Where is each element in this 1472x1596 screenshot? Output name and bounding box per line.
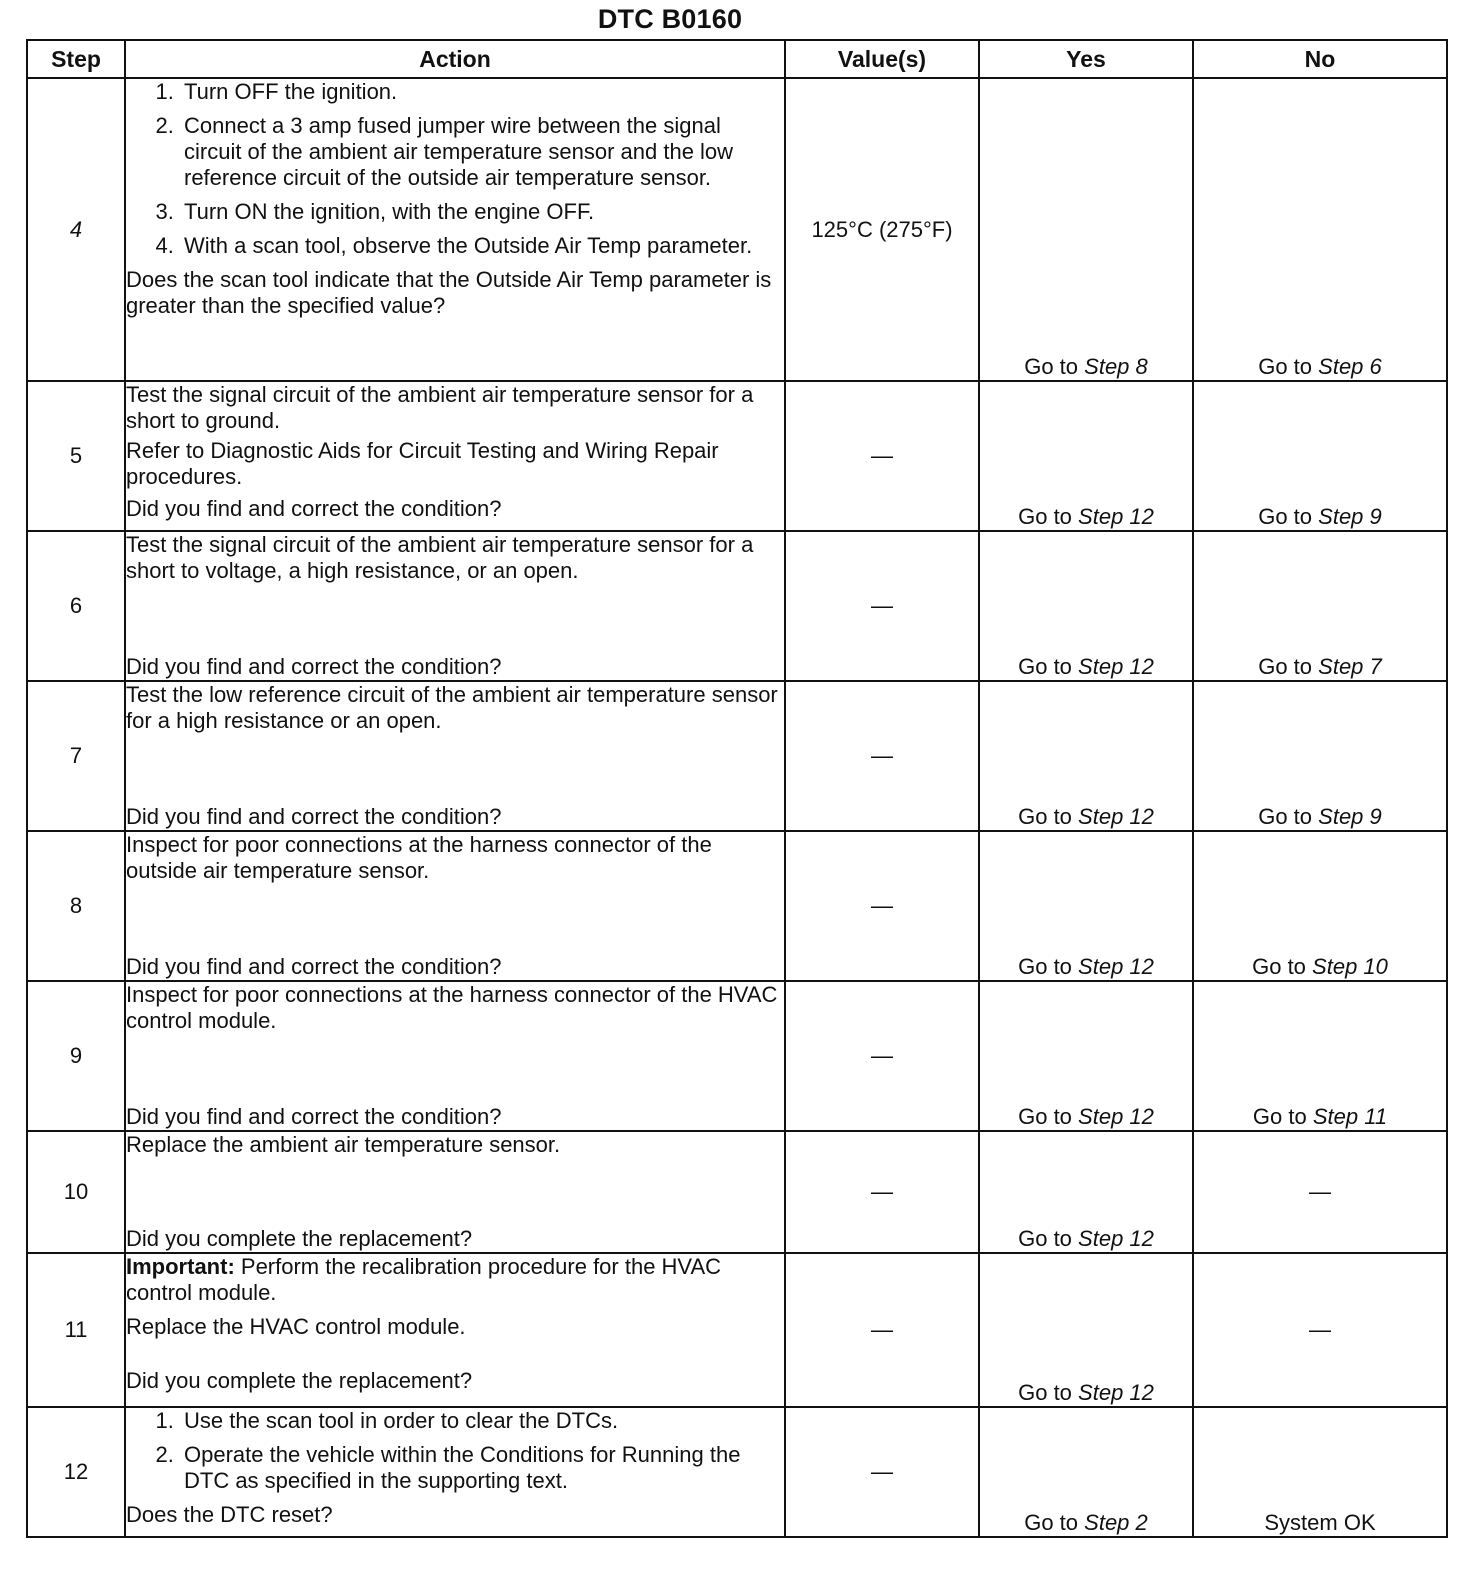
action-question: Did you find and correct the condition? (126, 496, 502, 521)
action-step: 1. Use the scan tool in order to clear the DTCs. (180, 1408, 784, 1434)
no-step-link[interactable]: Step 9 (1318, 804, 1382, 829)
value-cell: — (785, 531, 979, 681)
action-cell (125, 1253, 785, 1407)
yes-cell (979, 531, 1193, 681)
action-cell (125, 531, 785, 681)
table-row (27, 78, 1447, 381)
action-cell (125, 381, 785, 531)
action-question: Did you complete the replacement? (126, 1368, 473, 1393)
yes-step-link[interactable]: Step 12 (1078, 1104, 1154, 1129)
value-cell: — (785, 831, 979, 981)
action-text: Test the low reference circuit of the ambient air temperature sensor for a high resistance or an open. (126, 682, 778, 733)
go-to-text: Go to (1018, 954, 1072, 979)
step-number: 9 (27, 981, 125, 1131)
action-question: Did you find and correct the condition? (126, 1104, 502, 1129)
action-text: Inspect for poor connections at the harness connector of the outside air temperature sensor. (126, 832, 712, 883)
value-cell: 125°C (275°F) (785, 78, 979, 381)
go-to-text: Go to (1258, 504, 1313, 529)
table-row (27, 531, 1447, 681)
no-step-link[interactable]: Step 10 (1312, 954, 1388, 979)
go-to-text: Go to (1252, 1104, 1307, 1129)
no-cell (1193, 381, 1447, 531)
yes-cell (979, 681, 1193, 831)
page-title: DTC B0160 (597, 4, 743, 34)
yes-step-link[interactable]: Step 2 (1084, 1510, 1148, 1535)
header-yes: Yes (979, 40, 1193, 78)
go-to-text: Go to (1018, 504, 1072, 529)
action-step: 3. Turn ON the ignition, with the engine OFF. (180, 199, 784, 225)
no-cell: — (1193, 1131, 1447, 1253)
no-cell: — (1193, 1253, 1447, 1407)
action-text: Inspect for poor connections at the harness connector of the HVAC control module. (126, 982, 778, 1033)
no-step-link[interactable]: Step 6 (1318, 354, 1382, 379)
go-to-text: Go to (1018, 1226, 1072, 1251)
go-to-text: Go to (1258, 654, 1313, 679)
action-cell (125, 831, 785, 981)
go-to-text: Go to (1024, 1510, 1079, 1535)
action-steps-list (126, 1408, 784, 1494)
action-step: 1. Turn OFF the ignition. (180, 79, 784, 105)
action-text: Replace the ambient air temperature sensor. (126, 1132, 561, 1157)
table-row (27, 681, 1447, 831)
no-cell: System OK (1193, 1407, 1447, 1537)
go-to-text: Go to (1258, 804, 1313, 829)
diagnostic-table (26, 39, 1448, 1538)
go-to-text: Go to (1018, 654, 1072, 679)
go-to-text: Go to (1258, 354, 1313, 379)
go-to-text: Go to (1024, 354, 1079, 379)
action-step: 2. Connect a 3 amp fused jumper wire between the signal circuit of the ambient air temperature sensor and the low reference circuit of the outside air temperature sensor. (180, 113, 784, 191)
no-step-link[interactable]: Step 7 (1318, 654, 1382, 679)
yes-step-link[interactable]: Step 12 (1078, 654, 1154, 679)
no-step-link[interactable]: Step 9 (1318, 504, 1382, 529)
go-to-text: Go to (1018, 1380, 1072, 1405)
yes-cell (979, 1253, 1193, 1407)
value-cell: — (785, 681, 979, 831)
action-text: Test the signal circuit of the ambient air temperature sensor for a short to voltage, a high resistance, or an open. (126, 532, 754, 583)
action-question: Does the scan tool indicate that the Outside Air Temp parameter is greater than the specified value? (126, 267, 772, 318)
action-cell (125, 981, 785, 1131)
no-cell (1193, 78, 1447, 381)
yes-cell (979, 1407, 1193, 1537)
step-number: 11 (27, 1253, 125, 1407)
table-row (27, 381, 1447, 531)
yes-step-link[interactable]: Step 12 (1078, 954, 1154, 979)
no-cell (1193, 531, 1447, 681)
no-cell (1193, 681, 1447, 831)
yes-step-link[interactable]: Step 12 (1078, 1226, 1154, 1251)
action-question: Did you find and correct the condition? (126, 654, 502, 679)
yes-step-link[interactable]: Step 12 (1078, 504, 1154, 529)
action-step: 2. Operate the vehicle within the Conditions for Running the DTC as specified in the supporting text. (180, 1442, 784, 1494)
yes-step-link[interactable]: Step 12 (1078, 1380, 1154, 1405)
step-number: 10 (27, 1131, 125, 1253)
value-cell: — (785, 1253, 979, 1407)
yes-cell (979, 981, 1193, 1131)
value-cell: — (785, 981, 979, 1131)
go-to-text: Go to (1018, 804, 1072, 829)
table-header-row (27, 40, 1447, 78)
action-step: 4. With a scan tool, observe the Outside Air Temp parameter. (180, 233, 784, 259)
step-number: 6 (27, 531, 125, 681)
header-values: Value(s) (785, 40, 979, 78)
no-cell (1193, 831, 1447, 981)
header-step: Step (27, 40, 125, 78)
step-number: 7 (27, 681, 125, 831)
header-no: No (1193, 40, 1447, 78)
action-cell (125, 1407, 785, 1537)
step-number: 5 (27, 381, 125, 531)
action-question: Did you find and correct the condition? (126, 804, 502, 829)
step-number: 8 (27, 831, 125, 981)
important-label: Important: (126, 1254, 235, 1279)
header-action: Action (125, 40, 785, 78)
yes-cell (979, 831, 1193, 981)
action-text: Refer to Diagnostic Aids for Circuit Testing and Wiring Repair procedures. (126, 438, 719, 489)
action-text: Replace the HVAC control module. (126, 1314, 466, 1339)
action-text: Test the signal circuit of the ambient air temperature sensor for a short to ground. (126, 382, 754, 433)
action-cell (125, 78, 785, 381)
yes-cell (979, 381, 1193, 531)
table-row (27, 1131, 1447, 1253)
action-cell (125, 1131, 785, 1253)
table-row (27, 1407, 1447, 1537)
table-row (27, 1253, 1447, 1407)
go-to-text: Go to (1252, 954, 1306, 979)
table-row (27, 981, 1447, 1131)
go-to-text: Go to (1018, 1104, 1072, 1129)
yes-step-link[interactable]: Step 8 (1084, 354, 1148, 379)
step-number: 4 (27, 78, 125, 381)
yes-cell (979, 78, 1193, 381)
table-row (27, 831, 1447, 981)
no-cell (1193, 981, 1447, 1131)
no-step-link[interactable]: Step 11 (1312, 1104, 1388, 1129)
action-steps-list (126, 79, 784, 259)
action-question: Does the DTC reset? (126, 1502, 333, 1527)
action-question: Did you complete the replacement? (126, 1226, 473, 1251)
important-text: Perform the recalibration procedure for the HVAC control module. (126, 1254, 722, 1305)
action-cell (125, 681, 785, 831)
yes-step-link[interactable]: Step 12 (1078, 804, 1154, 829)
important-note (126, 1254, 784, 1306)
action-question: Did you find and correct the condition? (126, 954, 502, 979)
value-cell: — (785, 1131, 979, 1253)
yes-cell (979, 1131, 1193, 1253)
value-cell: — (785, 381, 979, 531)
step-number: 12 (27, 1407, 125, 1537)
value-cell: — (785, 1407, 979, 1537)
